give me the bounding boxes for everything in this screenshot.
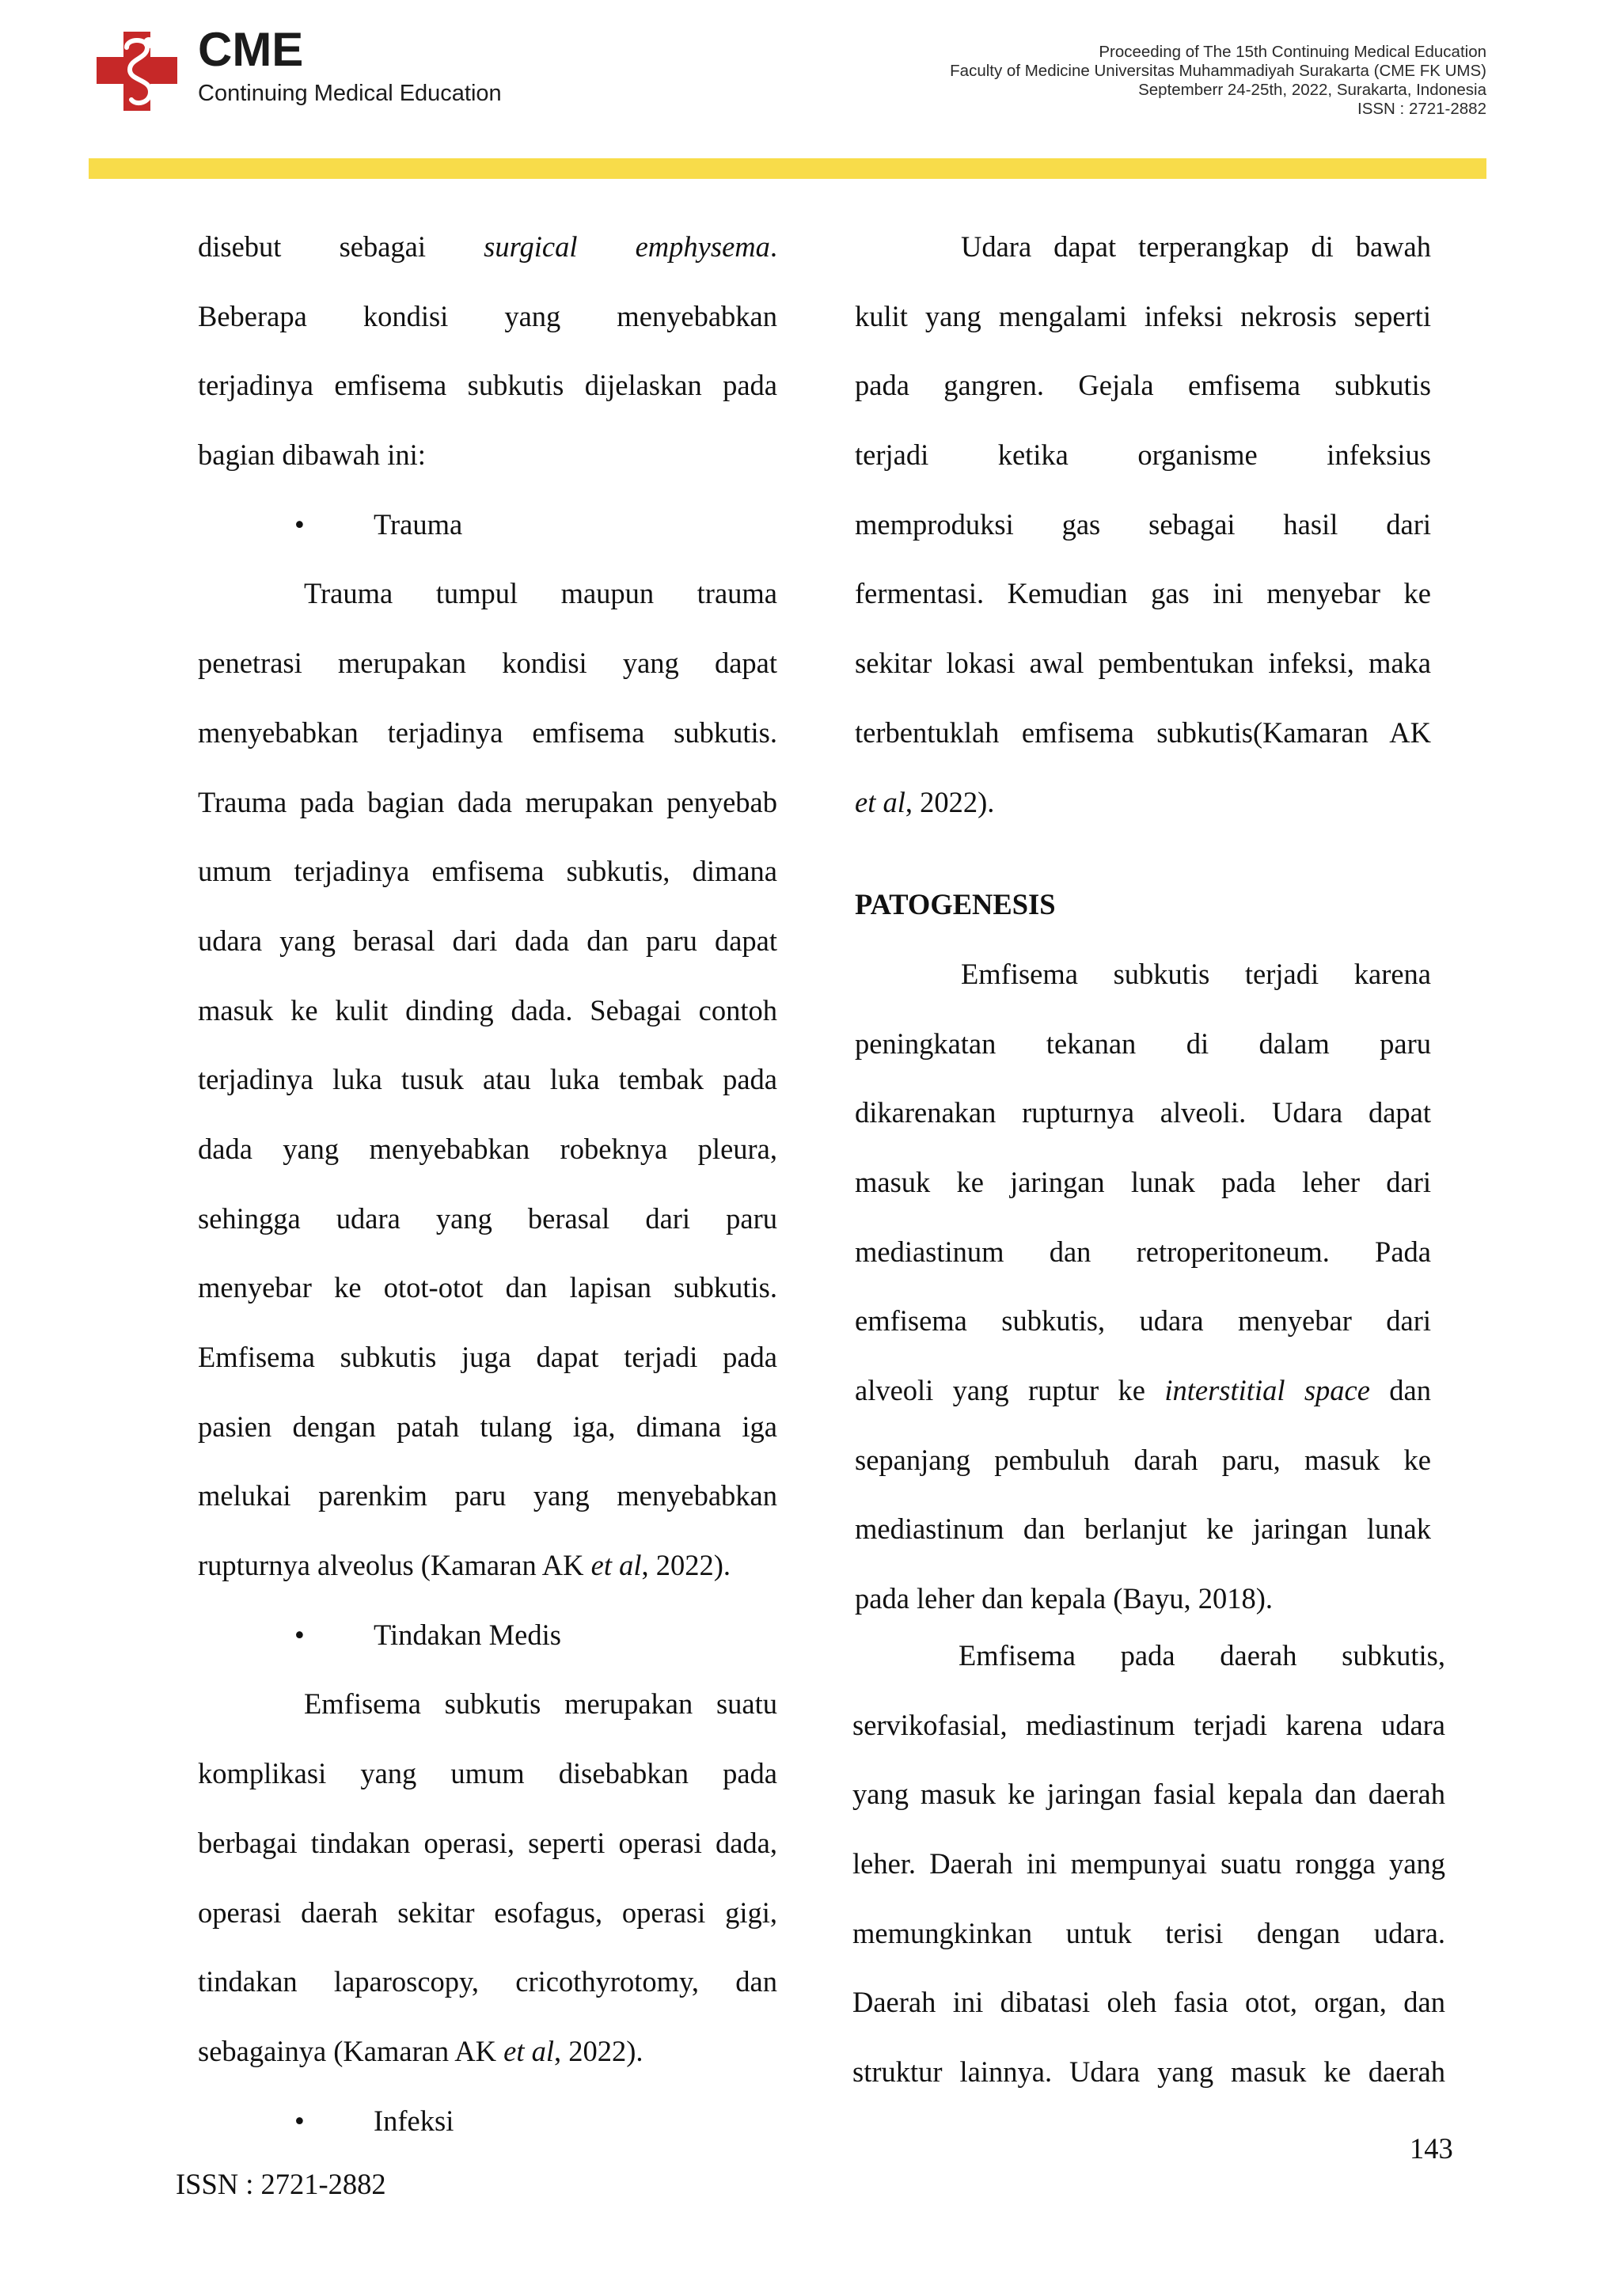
text-line: terjadinya emfisema subkutis dijelaskan pada xyxy=(198,369,777,402)
text-line: pasien dengan patah tulang iga, dimana iga xyxy=(198,1410,777,1443)
text-line: Trauma pada bagian dada merupakan penyebab xyxy=(198,785,777,818)
section-heading: PATOGENESIS xyxy=(855,888,1056,921)
text-line: tindakan laparoscopy, cricothyrotomy, dan xyxy=(198,1965,777,1998)
page-number: 143 xyxy=(1410,2132,1453,2165)
text-line: Trauma tumpul maupun trauma xyxy=(304,577,777,610)
text-line: memungkinkan untuk terisi dengan udara. xyxy=(852,1916,1445,1949)
text-line: Emfisema pada daerah subkutis, xyxy=(959,1639,1445,1672)
proceeding-line: Septemberr 24-25th, 2022, Surakarta, Indonesia xyxy=(1138,81,1486,99)
text-line: pada gangren. Gejala emfisema subkutis xyxy=(855,369,1431,402)
text-line: disebut sebagai surgical emphysema. xyxy=(198,230,777,263)
text-line: yang masuk ke jaringan fasial kepala dan daerah xyxy=(852,1778,1445,1811)
text-line: operasi daerah sekitar esofagus, operasi gigi, xyxy=(198,1896,777,1929)
logo-subtitle: Continuing Medical Education xyxy=(198,81,502,106)
text-line: masuk ke jaringan lunak pada leher dari xyxy=(855,1165,1431,1198)
text-line: melukai parenkim paru yang menyebabkan xyxy=(198,1479,777,1512)
text-line: et al, 2022). xyxy=(855,785,995,818)
bullet-item: • Infeksi xyxy=(198,2086,777,2156)
text-line: berbagai tindakan operasi, seperti operasi dada, xyxy=(198,1826,777,1859)
text-line: memproduksi gas sebagai hasil dari xyxy=(855,507,1431,541)
text-line: rupturnya alveolus (Kamaran AK et al, 2022). xyxy=(198,1549,731,1582)
footer-issn: ISSN : 2721-2882 xyxy=(176,2168,386,2200)
text-line: komplikasi yang umum disebabkan pada xyxy=(198,1757,777,1790)
left-column xyxy=(198,212,777,2155)
text-line: struktur lainnya. Udara yang masuk ke daerah xyxy=(852,2055,1445,2089)
bullet-item: • Tindakan Medis xyxy=(198,1600,777,1670)
text-line: Emfisema subkutis juga dapat terjadi pada xyxy=(198,1341,777,1373)
header-band xyxy=(89,158,1486,179)
text-line: masuk ke kulit dinding dada. Sebagai contoh xyxy=(198,993,777,1027)
proceeding-info xyxy=(950,43,1486,119)
text-line: terbentuklah emfisema subkutis(Kamaran AK xyxy=(855,715,1431,749)
text-line: Daerah ini dibatasi oleh fasia otot, organ, dan xyxy=(852,1986,1445,2019)
bullet-icon: • xyxy=(294,507,305,541)
text-line: Emfisema subkutis terjadi karena xyxy=(961,957,1431,990)
text-line: sepanjang pembuluh darah paru, masuk ke xyxy=(855,1443,1431,1476)
proceeding-line: Faculty of Medicine Universitas Muhammadiyah Surakarta (CME FK UMS) xyxy=(950,62,1486,80)
proceeding-line: Proceeding of The 15th Continuing Medical Education xyxy=(1099,43,1486,61)
text-line: sebagainya (Kamaran AK et al, 2022). xyxy=(198,2034,643,2067)
text-line: bagian dibawah ini: xyxy=(198,438,426,472)
text-line: dikarenakan rupturnya alveoli. Udara dapat xyxy=(855,1096,1431,1129)
text-line: Udara dapat terperangkap di bawah xyxy=(961,230,1431,263)
text-line: terjadinya luka tusuk atau luka tembak pada xyxy=(198,1063,777,1096)
text-line: leher. Daerah ini mempunyai suatu rongga yang xyxy=(852,1847,1445,1880)
text-line: sehingga udara yang berasal dari paru xyxy=(198,1201,777,1235)
text-line: umum terjadinya emfisema subkutis, dimana xyxy=(198,855,777,888)
right-column-lower xyxy=(852,1621,1445,2107)
text-line: dada yang menyebabkan robeknya pleura, xyxy=(198,1132,777,1165)
page-header xyxy=(0,0,1621,182)
spacer xyxy=(855,837,1431,870)
text-line: mediastinum dan berlanjut ke jaringan lunak xyxy=(855,1512,1431,1546)
text-line: fermentasi. Kemudian gas ini menyebar ke xyxy=(855,577,1431,610)
text-line: penetrasi merupakan kondisi yang dapat xyxy=(198,647,777,680)
text-line: sekitar lokasi awal pembentukan infeksi, maka xyxy=(855,647,1431,680)
text-line: terjadi ketika organisme infeksius xyxy=(855,438,1431,472)
bullet-icon: • xyxy=(294,2104,305,2137)
cme-logo-icon xyxy=(93,27,182,116)
text-line: pada leher dan kepala (Bayu, 2018). xyxy=(855,1582,1274,1615)
text-line: alveoli yang ruptur ke interstitial space dan xyxy=(855,1374,1431,1406)
bullet-icon: • xyxy=(294,1618,305,1651)
text-line: udara yang berasal dari dada dan paru dapat xyxy=(198,924,777,957)
text-line: peningkatan tekanan di dalam paru xyxy=(855,1027,1431,1060)
proceeding-line: ISSN : 2721-2882 xyxy=(1357,100,1486,118)
bullet-item: • Trauma xyxy=(198,490,777,560)
text-line: mediastinum dan retroperitoneum. Pada xyxy=(855,1235,1431,1268)
text-line: emfisema subkutis, udara menyebar dari xyxy=(855,1304,1431,1338)
logo-title: CME xyxy=(198,23,304,76)
text-line: Emfisema subkutis merupakan suatu xyxy=(304,1687,777,1721)
text-line: menyebar ke otot-otot dan lapisan subkutis. xyxy=(198,1271,777,1304)
text-line: menyebabkan terjadinya emfisema subkutis. xyxy=(198,715,777,749)
right-column xyxy=(855,212,1431,1634)
text-line: Beberapa kondisi yang menyebabkan xyxy=(198,299,777,332)
text-line: kulit yang mengalami infeksi nekrosis seperti xyxy=(855,299,1431,332)
text-line: servikofasial, mediastinum terjadi karena udara xyxy=(852,1708,1445,1741)
